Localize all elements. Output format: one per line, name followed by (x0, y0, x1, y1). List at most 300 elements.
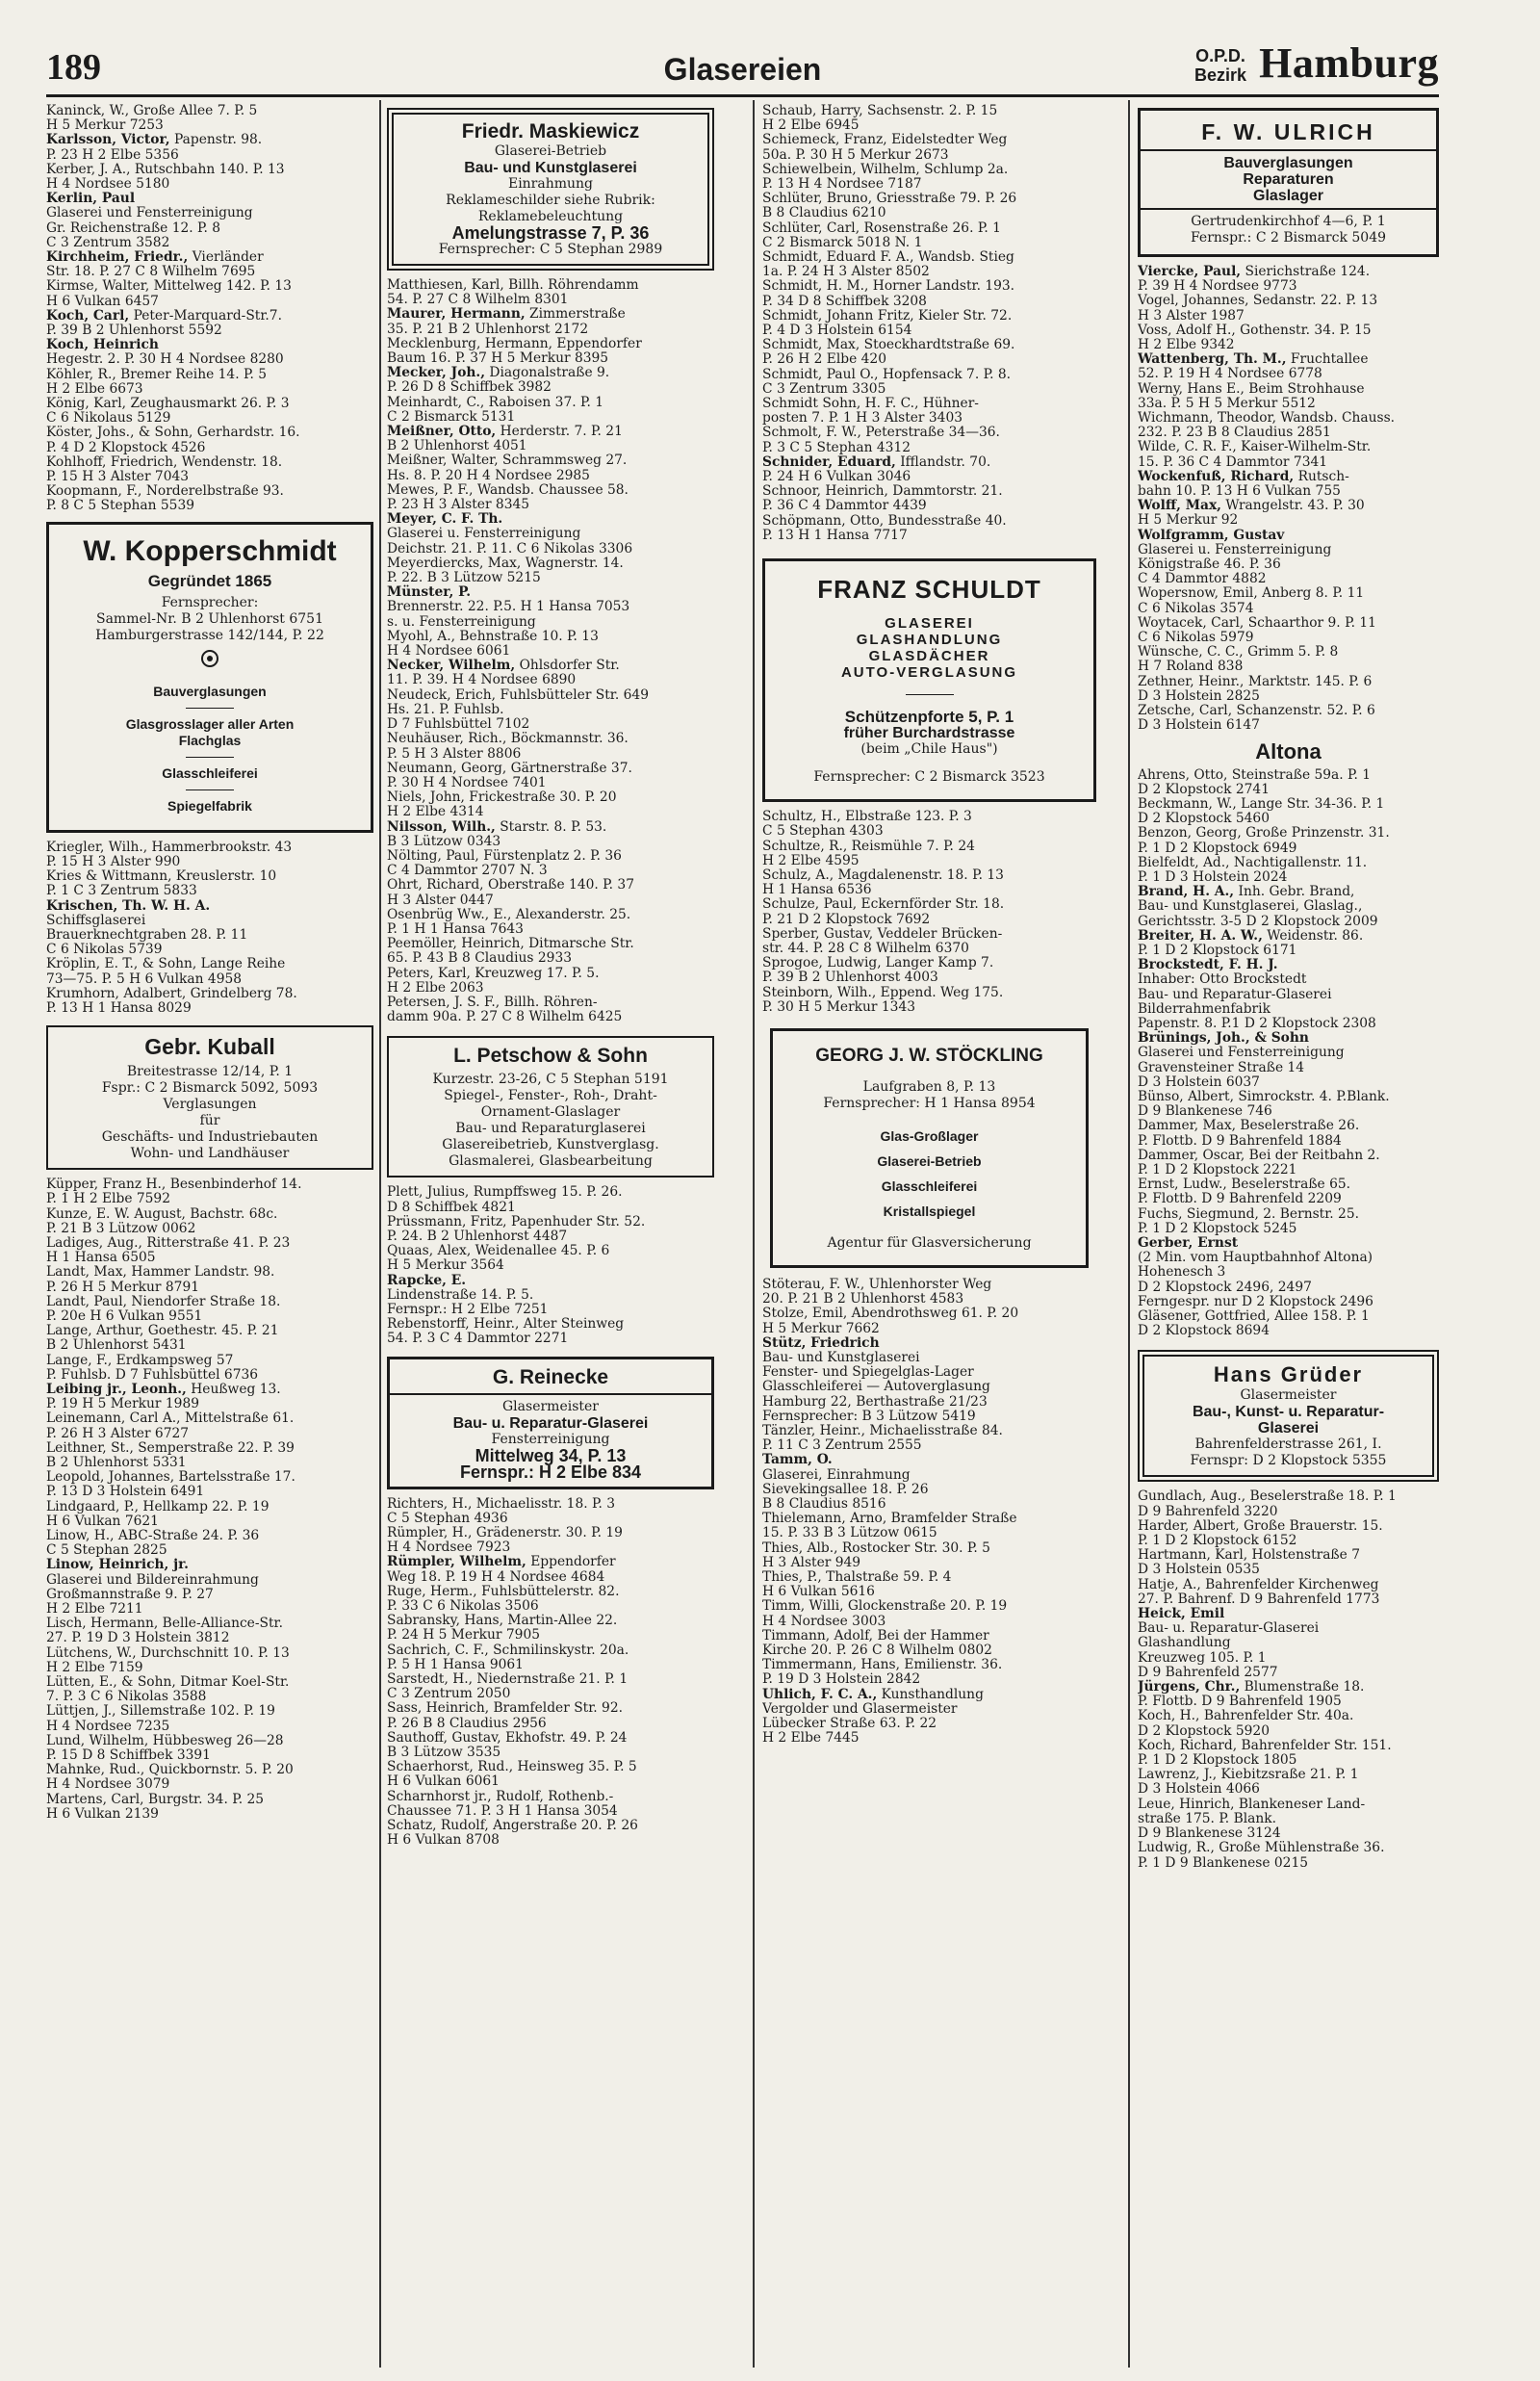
listing-name-text: Bielfeldt, Ad., Nachtigallenstr. 11. (1138, 854, 1368, 870)
listing-detail-text: H 7 Roland 838 (1138, 659, 1244, 675)
listing-bold-name: Rümpler, Wilhelm, (387, 1554, 526, 1570)
ad-line: Kurzestr. 23-26, C 5 Stephan 5191 (432, 1072, 669, 1088)
listing-name-text: Rümpler, H., Grädenerstr. 30. P. 19 (387, 1525, 623, 1540)
listing-name-text: Blumenstraße 18. (1244, 1679, 1365, 1695)
listing-name-text: Hartmann, Karl, Holstenstraße 7 (1138, 1547, 1360, 1564)
listing-name-text: Inh. Gebr. Brand, (1238, 884, 1355, 900)
listing-detail-text: H 1 Hansa 6505 (46, 1250, 156, 1266)
listing-name-line (762, 514, 1096, 529)
ad-title: Gebr. Kuball (144, 1034, 275, 1060)
listing-name-text: Schiewelbein, Wilhelm, Schlump 2a. (762, 161, 1009, 177)
listing-detail-line (762, 1585, 1096, 1599)
listing-name-line (762, 868, 1096, 883)
listing-name-text: Ludwig, R., Große Mühlenstraße 36. (1138, 1840, 1385, 1856)
ad-service: Glasschleiferei (881, 1178, 978, 1194)
listing-detail-line (387, 1599, 714, 1614)
listing-name-line (1138, 470, 1439, 484)
listing-name-line (46, 309, 373, 324)
listing-detail-line (1138, 783, 1439, 797)
section-title: Glasereien (663, 52, 822, 87)
listing-detail-line (1138, 689, 1439, 704)
listing-detail-line (1138, 557, 1439, 572)
listing-name-text: Niels, John, Frickestraße 30. P. 20 (387, 789, 617, 806)
ad-address: Bahrenfelderstrasse 261, I. (1194, 1436, 1382, 1453)
listing-detail-text: Glashandlung (1138, 1635, 1231, 1651)
listing-bold-name: Jürgens, Chr., (1138, 1679, 1241, 1695)
column-2 (387, 104, 714, 2367)
ad-line: Einrahmung (507, 176, 594, 192)
listing-detail-text: P. Flottb. D 9 Bahrenfeld 1884 (1138, 1132, 1342, 1149)
listing-name-line (1138, 1149, 1439, 1163)
listing-name-line (46, 1383, 373, 1397)
listing-detail-text: P. Flottb. D 9 Bahrenfeld 2209 (1138, 1191, 1342, 1207)
listing-detail-text: Hegestr. 2. P. 30 H 4 Nordsee 8280 (46, 351, 284, 368)
ad-divider (1141, 208, 1436, 210)
listing-detail-text: P. 1 D 2 Klopstock 2221 (1138, 1161, 1297, 1178)
listing-name-line (387, 1185, 714, 1200)
listing-bold-name: Leibing jr., Leonh., (46, 1381, 187, 1397)
listing-name-text: Neumann, Georg, Gärtnerstraße 37. (387, 760, 632, 776)
listing-name-text: Fruchtallee (1290, 351, 1369, 368)
listing-detail-text: D 9 Bahrenfeld 2577 (1138, 1664, 1278, 1680)
listing-detail-line (387, 1628, 714, 1643)
listing-detail-text: 35. P. 21 B 2 Uhlenhorst 2172 (387, 321, 589, 337)
listing-detail-line (1138, 1324, 1439, 1338)
listing-name-text: Sprogoe, Ludwig, Langer Kamp 7. (762, 955, 994, 971)
listing-detail-line (46, 1661, 373, 1675)
listing-detail-text: (2 Min. vom Hauptbahnhof Altona) (1138, 1250, 1373, 1266)
listing-detail-text: P. 15 H 3 Alster 7043 (46, 469, 190, 485)
listing-name-text: Kohlhoff, Friedrich, Wendenstr. 18. (46, 453, 283, 470)
listing-group (762, 810, 1096, 1015)
listing-detail-text: P. 1 D 2 Klopstock 6171 (1138, 942, 1297, 958)
listing-name-line (46, 1441, 373, 1456)
listing-detail-line (762, 411, 1096, 426)
ad-line: Laufgraben 8, P. 13 (862, 1078, 996, 1095)
listing-name-line (762, 1336, 1096, 1351)
listing-name-text: Ladiges, Aug., Ritterstraße 41. P. 23 (46, 1234, 291, 1251)
listing-detail-text: Königstraße 46. P. 36 (1138, 556, 1281, 573)
listing-name-line (1138, 929, 1439, 944)
listing-detail-text: Glaserei u. Fensterreinigung (387, 526, 581, 542)
listing-detail-line (387, 293, 714, 307)
listing-name-line (1138, 499, 1439, 513)
listing-detail-text: B 2 Uhlenhorst 5431 (46, 1337, 187, 1354)
listing-name-text: Martens, Carl, Burgstr. 34. P. 25 (46, 1791, 265, 1807)
listing-name-line (1138, 958, 1439, 972)
listing-name-line (762, 455, 1096, 470)
circle-ornament-icon (201, 650, 218, 667)
listing-name-line (387, 732, 714, 746)
listing-detail-text: Sievekingsallee 18. P. 26 (762, 1481, 929, 1497)
listing-name-line (387, 878, 714, 893)
listing-detail-text: D 8 Schiffbek 4821 (387, 1199, 516, 1215)
listing-detail-line (762, 1438, 1096, 1453)
listing-name-line (46, 1411, 373, 1426)
ad-title: Hans Grüder (1213, 1362, 1364, 1387)
listing-name-line (387, 1790, 714, 1804)
listing-detail-line (46, 499, 373, 513)
listing-name-text: Stolze, Emil, Abendrothsweg 61. P. 20 (762, 1306, 1019, 1322)
listing-detail-line (387, 1774, 714, 1789)
listing-detail-line (1138, 309, 1439, 324)
subhead-altona: Altona (1255, 738, 1322, 763)
listing-name-line (387, 1672, 714, 1687)
listing-detail-text: Vergolder und Glasermeister (762, 1700, 958, 1717)
ad-grueder (1138, 1350, 1439, 1482)
listing-group (762, 104, 1096, 543)
listing-detail-line (762, 148, 1096, 163)
listing-detail-line (387, 323, 714, 337)
listing-name-text: Bünso, Albert, Simrockstr. 4. P.Blank. (1138, 1088, 1390, 1104)
listing-name-text: Eppendorfer (530, 1554, 616, 1570)
listing-name-text: Myohl, A., Behnstraße 10. P. 13 (387, 628, 599, 644)
listing-name-line (762, 1424, 1096, 1438)
listing-detail-line (1138, 1222, 1439, 1236)
listing-detail-text: Kirche 20. P. 26 C 8 Wilhelm 0802 (762, 1643, 992, 1659)
listing-detail-text: D 9 Bahrenfeld 3220 (1138, 1503, 1278, 1519)
listing-detail-line (762, 177, 1096, 192)
listing-detail-line (1138, 944, 1439, 958)
listing-group (46, 104, 373, 514)
ad-divider (1141, 149, 1436, 151)
listing-name-line (762, 1570, 1096, 1585)
listing-detail-line (1138, 1281, 1439, 1295)
listing-detail-text: P. 30 H 5 Merkur 1343 (762, 998, 916, 1015)
listing-detail-line (762, 1365, 1096, 1380)
listing-detail-line (1138, 1104, 1439, 1119)
ad-phone: Fernsprecher: C 2 Bismarck 3523 (813, 769, 1045, 786)
listing-name-line (387, 820, 714, 835)
listing-name-line (762, 309, 1096, 324)
listing-name-line (762, 1541, 1096, 1556)
ad-line: Glaserei-Betrieb (494, 143, 607, 159)
listing-detail-line (762, 352, 1096, 367)
listing-name-text: Wünsche, C. C., Grimm 5. P. 8 (1138, 644, 1339, 660)
listing-detail-line (762, 1483, 1096, 1497)
listing-name-line (46, 841, 373, 855)
listing-detail-text: D 2 Klopstock 5920 (1138, 1722, 1270, 1739)
header-rule (46, 94, 1439, 97)
listing-name-text: Mahnke, Rud., Quickbornstr. 5. P. 20 (46, 1762, 294, 1778)
listing-name-line (46, 250, 373, 265)
listing-name-text: Wopersnow, Emil, Anberg 8. P. 11 (1138, 585, 1365, 602)
listing-bold-name: Stütz, Friedrich (762, 1334, 880, 1351)
ad-stoeckling (770, 1028, 1089, 1268)
listing-name-text: Lange, Arthur, Goethestr. 45. P. 21 (46, 1323, 279, 1339)
listing-detail-line (1138, 1265, 1439, 1280)
ad-kopperschmidt (46, 522, 373, 833)
listing-detail-text: str. 44. P. 28 C 8 Wilhelm 6370 (762, 940, 969, 956)
ad-divider (186, 757, 234, 758)
listing-detail-text: P. 26 H 2 Elbe 420 (762, 351, 886, 368)
listing-detail-line (762, 1731, 1096, 1746)
listing-name-text: Sass, Heinrich, Bramfelder Str. 92. (387, 1700, 623, 1717)
listing-detail-text: Glaserei und Fensterreinigung (46, 205, 253, 221)
listing-name-text: Werny, Hans E., Beim Strohhause (1138, 380, 1365, 397)
listing-name-text: Schmidt, Max, Stoeckhardtstraße 69. (762, 337, 1015, 353)
ad-address: Mittelweg 34, P. 13 (475, 1445, 627, 1465)
listing-name-line (1138, 885, 1439, 899)
listing-name-text: Gundlach, Aug., Beselerstraße 18. P. 1 (1138, 1488, 1397, 1505)
listing-name-text: Ohlsdorfer Str. (519, 658, 620, 674)
listing-bold-name: Breiter, H. A. W., (1138, 927, 1263, 944)
listing-name-text: Ohrt, Richard, Oberstraße 140. P. 37 (387, 877, 634, 893)
listing-bold-name: Koch, Carl, (46, 307, 130, 324)
listing-name-text: Sarstedt, H., Niedernstraße 21. P. 1 (387, 1671, 629, 1688)
listing-detail-text: B 8 Claudius 6210 (762, 205, 886, 221)
listing-name-line (1138, 1309, 1439, 1324)
city-title: Hamburg (1259, 39, 1439, 87)
listing-name-line (46, 1763, 373, 1777)
listing-detail-text: Lindenstraße 14. P. 5. (387, 1286, 534, 1303)
ad-service: GLASDÄCHER (868, 648, 990, 665)
listing-name-line (1138, 645, 1439, 660)
listing-detail-line (1138, 1192, 1439, 1206)
listing-name-text: Matthiesen, Karl, Billh. Röhrendamm (387, 277, 639, 293)
listing-detail-text: 11. P. 39. H 4 Nordsee 6890 (387, 672, 577, 688)
listing-detail-text: P. 26 D 8 Schiffbek 3982 (387, 379, 552, 396)
listing-detail-text: H 6 Vulkan 6457 (46, 293, 159, 309)
listing-detail-line (387, 673, 714, 687)
listing-detail-text: 50a. P. 30 H 5 Merkur 2673 (762, 146, 949, 163)
listing-name-text: König, Karl, Zeughausmarkt 26. P. 3 (46, 396, 290, 412)
listing-detail-line (762, 499, 1096, 513)
listing-name-line (46, 426, 373, 440)
listing-name-line (1138, 768, 1439, 783)
listing-name-text: Leopold, Johannes, Bartelsstraße 17. (46, 1469, 295, 1486)
ad-service: Glasschleiferei (162, 764, 258, 781)
listing-name-line (1138, 1739, 1439, 1753)
listing-name-text: Köster, Johs., & Sohn, Gerhardstr. 16. (46, 425, 300, 441)
listing-name-line (1138, 586, 1439, 601)
listing-detail-line (387, 805, 714, 819)
ad-line: Ornament-Glaslager (480, 1104, 621, 1121)
listing-name-line (1138, 1090, 1439, 1104)
listing-detail-text: P. 20e H 6 Vulkan 9551 (46, 1307, 203, 1324)
column-divider (379, 100, 381, 2368)
listing-name-line (1138, 704, 1439, 718)
listing-name-line (46, 1500, 373, 1514)
listing-name-line (762, 426, 1096, 440)
listing-detail-line (46, 1602, 373, 1617)
listing-name-text: Timm, Willi, Glockenstraße 20. P. 19 (762, 1598, 1008, 1615)
listing-name-line (762, 163, 1096, 177)
listing-detail-line (1138, 1856, 1439, 1871)
listing-detail-line (46, 1543, 373, 1558)
listing-detail-line (46, 118, 373, 133)
listing-detail-text: B 2 Uhlenhorst 4051 (387, 438, 527, 454)
listing-detail-text: C 4 Dammtor 4882 (1138, 571, 1267, 587)
listing-name-text: Schnoor, Heinrich, Dammtorstr. 21. (762, 483, 1003, 500)
listing-name-line (1138, 856, 1439, 870)
listing-detail-text: P. Fuhlsb. D 7 Fuhlsbüttel 6736 (46, 1366, 259, 1383)
listing-detail-line (46, 1720, 373, 1734)
listing-detail-line (46, 265, 373, 279)
listing-detail-line (1138, 279, 1439, 294)
listing-detail-text: Gerichtsstr. 3-5 D 2 Klopstock 2009 (1138, 913, 1378, 929)
ad-title: F. W. ULRICH (1201, 119, 1375, 144)
ad-service: GLASEREI (885, 615, 974, 633)
listing-detail-line (387, 747, 714, 762)
listing-detail-text: Ferngespr. nur D 2 Klopstock 2496 (1138, 1293, 1373, 1309)
listing-name-line (1138, 440, 1439, 454)
listing-name-line (387, 1274, 714, 1288)
listing-name-text: Meißner, Walter, Schrammsweg 27. (387, 453, 628, 469)
listing-name-line (762, 810, 1096, 824)
listing-name-text: Zethner, Heinr., Marktstr. 145. P. 6 (1138, 673, 1373, 689)
listing-name-line (1138, 675, 1439, 689)
listing-name-line (387, 1643, 714, 1658)
listing-detail-line (1138, 1163, 1439, 1178)
listing-detail-line (1138, 543, 1439, 557)
listing-name-line (46, 133, 373, 147)
listing-detail-text: P. 21 B 3 Lützow 0062 (46, 1220, 196, 1236)
listing-detail-text: H 6 Vulkan 5616 (762, 1584, 875, 1600)
listing-detail-line (762, 236, 1096, 250)
listing-detail-line (387, 1746, 714, 1760)
listing-name-text: Ruge, Herm., Fuhlsbüttelerstr. 82. (387, 1583, 620, 1599)
listing-name-text: Lüttjen, J., Sillemstraße 102. P. 19 (46, 1703, 275, 1720)
listing-detail-line (1138, 1134, 1439, 1149)
listing-detail-text: P. 4 D 2 Klopstock 4526 (46, 439, 206, 455)
listing-name-text: Timmann, Adolf, Bei der Hammer (762, 1627, 989, 1643)
listing-name-line (387, 1701, 714, 1716)
listing-name-line (762, 397, 1096, 411)
listing-detail-text: P. 26 H 3 Alster 6727 (46, 1425, 190, 1441)
listing-detail-text: P. 11 C 3 Zentrum 2555 (762, 1437, 922, 1454)
listing-name-line (762, 1658, 1096, 1672)
listing-detail-line (387, 1658, 714, 1672)
listing-detail-text: P. 24. B 2 Uhlenhorst 4487 (387, 1228, 568, 1244)
listing-detail-text: P. 1 D 9 Blankenese 0215 (1138, 1854, 1309, 1871)
listing-detail-line (1138, 870, 1439, 885)
listing-name-line (762, 484, 1096, 499)
listing-detail-line (762, 206, 1096, 220)
listing-name-line (762, 1278, 1096, 1292)
listing-name-text: Schulz, A., Magdalenenstr. 18. P. 13 (762, 867, 1004, 883)
listing-detail-line (1138, 841, 1439, 856)
listing-name-line (46, 987, 373, 1001)
ad-line: Sammel-Nr. B 2 Uhlenhorst 6751 (95, 610, 323, 627)
ad-phone: Fernsprecher: C 5 Stephan 2989 (438, 242, 663, 257)
listing-group (387, 1497, 714, 1849)
listing-name-line (1138, 1768, 1439, 1782)
listing-detail-line (1138, 718, 1439, 733)
listing-detail-text: H 2 Elbe 9342 (1138, 337, 1235, 353)
listing-detail-line (1138, 1563, 1439, 1577)
listing-bold-name: Rapcke, E. (387, 1272, 467, 1288)
listing-name-line (387, 1317, 714, 1332)
listing-detail-line (46, 972, 373, 987)
ad-line: Bau- u. Reparatur-Glaserei (452, 1414, 649, 1432)
listing-name-text: Schmidt, Paul O., Hopfensack 7. P. 8. (762, 366, 1012, 382)
ad-line: Breitestrasse 12/14, P. 1 (126, 1064, 294, 1080)
listing-detail-text: P. 4 D 3 Holstein 6154 (762, 323, 912, 339)
listing-detail-line (762, 942, 1096, 956)
listing-detail-line (387, 527, 714, 541)
listing-detail-line (762, 854, 1096, 868)
listing-name-text: Peter-Marquard-Str.7. (133, 307, 282, 324)
listing-detail-line (46, 1368, 373, 1383)
listing-detail-text: D 3 Holstein 6037 (1138, 1074, 1260, 1090)
listing-name-text: Meinhardt, C., Raboisen 37. P. 1 (387, 394, 604, 410)
listing-name-text: Lawrenz, J., Kiebitzsraße 21. P. 1 (1138, 1767, 1359, 1783)
listing-name-text: Vierländer (192, 249, 264, 266)
listing-name-text: Lütten, E., & Sohn, Ditmar Koel-Str. (46, 1674, 290, 1691)
listing-detail-text: P. 39 B 2 Uhlenhorst 4003 (762, 970, 938, 986)
listing-detail-text: P. 39 B 2 Uhlenhorst 5592 (46, 323, 222, 339)
listing-detail-text: Großmannstraße 9. P. 27 (46, 1586, 214, 1602)
listing-detail-line (387, 1833, 714, 1848)
listing-detail-text: H 5 Merkur 7662 (762, 1320, 880, 1336)
listing-detail-text: Baum 16. P. 37 H 5 Merkur 8395 (387, 350, 609, 367)
listing-detail-text: H 2 Elbe 6945 (762, 117, 860, 134)
listing-name-text: Meyerdiercks, Max, Wagnerstr. 14. (387, 555, 624, 571)
ad-address: Amelungstrasse 7, P. 36 (451, 223, 650, 243)
listing-detail-text: H 6 Vulkan 7621 (46, 1513, 159, 1529)
listing-detail-text: 54. P. 27 C 8 Wilhelm 8301 (387, 292, 569, 308)
listing-name-line (762, 192, 1096, 206)
ad-divider (186, 708, 234, 709)
listing-detail-line (46, 943, 373, 957)
listing-detail-line (1138, 1826, 1439, 1841)
listing-name-line (46, 397, 373, 411)
listing-detail-line (46, 441, 373, 455)
listing-detail-text: H 1 Hansa 6536 (762, 882, 872, 898)
listing-name-text: Leinemann, Carl A., Mittelstraße 61. (46, 1410, 295, 1427)
listing-name-text: Koch, H., Bahrenfelder Str. 40a. (1138, 1708, 1354, 1724)
listing-group (1138, 265, 1439, 734)
listing-bold-name: Schnider, Eduard, (762, 453, 896, 470)
listing-name-line (762, 221, 1096, 236)
listing-detail-text: H 4 Nordsee 3003 (762, 1613, 886, 1629)
listing-bold-name: Wolff, Max, (1138, 498, 1221, 514)
listing-detail-text: P. 1 D 2 Klopstock 6949 (1138, 840, 1297, 856)
listing-name-text: Petersen, J. S. F., Billh. Röhren- (387, 994, 598, 1010)
listing-detail-text: Brauerknechtgraben 28. P. 11 (46, 926, 248, 943)
listing-name-text: Peemöller, Heinrich, Ditmarsche Str. (387, 936, 634, 952)
listing-detail-line (1138, 602, 1439, 616)
listing-detail-text: P. 1 D 2 Klopstock 5245 (1138, 1220, 1297, 1236)
listing-detail-line (1138, 988, 1439, 1002)
ad-line: Bau- und Kunstglaserei (464, 160, 637, 176)
opd-abbrev: O.P.D. (1195, 46, 1245, 65)
listing-name-text: Zetsche, Carl, Schanzenstr. 52. P. 6 (1138, 703, 1375, 719)
listing-detail-text: P. 24 H 6 Vulkan 3046 (762, 469, 911, 485)
listing-detail-line (762, 1702, 1096, 1717)
listing-detail-line (46, 470, 373, 484)
listing-name-text: Schaerhorst, Rud., Heinsweg 35. P. 5 (387, 1759, 637, 1775)
listing-detail-line (1138, 1002, 1439, 1017)
listing-name-text: Landt, Paul, Niendorfer Straße 18. (46, 1293, 281, 1309)
listing-detail-text: Glaserei und Bildereinrahmung (46, 1571, 259, 1588)
listing-detail-line (387, 1570, 714, 1585)
listing-detail-text: H 4 Nordsee 6061 (387, 643, 511, 660)
listing-name-text: Wrangelstr. 43. P. 30 (1225, 498, 1365, 514)
listing-name-line (46, 279, 373, 294)
listing-detail-line (46, 855, 373, 869)
page-number: 189 (46, 47, 101, 88)
listing-detail-text: D 2 Klopstock 8694 (1138, 1323, 1270, 1339)
listing-detail-text: H 2 Elbe 4314 (387, 804, 484, 820)
listing-bold-name: Wattenberg, Th. M., (1138, 351, 1287, 368)
listing-name-line (1138, 324, 1439, 338)
listing-detail-line (1138, 812, 1439, 826)
listing-detail-text: P. 36 C 4 Dammtor 4439 (762, 498, 927, 514)
listing-name-line (1138, 382, 1439, 397)
listing-detail-text: posten 7. P. 1 H 3 Alster 3403 (762, 410, 963, 427)
